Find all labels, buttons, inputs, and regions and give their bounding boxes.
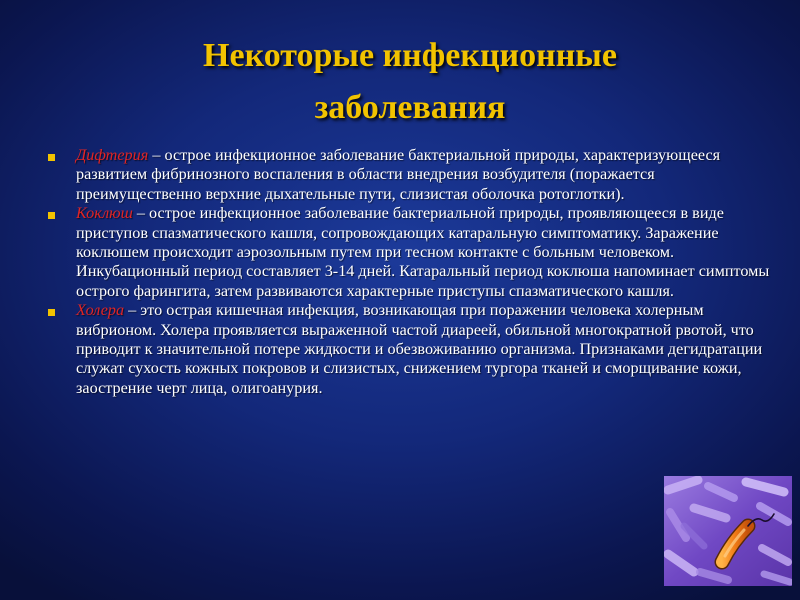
description-cholera: – это острая кишечная инфекция, возникающая при поражении человека холерным вибрионом. Холера проявляется выраженной частой диареей, обильной многократной рвотой, что приводит к значительной потере жидкости и обезвоживанию организма. Признаками дегидратации служат сухость кожных покровов и слизистых, снижением тургора тканей и сморщивание кожи, заострение черт лица, олигоанурия. bbox=[76, 301, 763, 397]
disease-list bbox=[48, 146, 778, 398]
bullet-square-icon bbox=[48, 212, 55, 219]
term-cholera: Холера bbox=[76, 301, 125, 320]
list-item-text bbox=[76, 146, 778, 204]
list-item-text bbox=[76, 301, 778, 398]
slide-title bbox=[80, 30, 740, 134]
bacteria-micrograph-image bbox=[664, 476, 792, 586]
list-item-cholera bbox=[48, 301, 778, 398]
description-diphtheria: – острое инфекционное заболевание бактериальной природы, характеризующееся развитием фибринозного воспаления в области внедрения возбудителя (поражается преимущественно верхние дыхательные пути, слизистая оболочка ротоглотки). bbox=[76, 146, 721, 203]
description-pertussis: – острое инфекционное заболевание бактериальной природы, проявляющееся в виде приступов спазматического кашля, сопровождающих катаральную симптоматику. Заражение коклюшем происходит аэрозольным путем при тесном контакте с больным человеком. Инкубационный период составляет 3-14 дней. Катаральный период коклюша напоминает симптомы острого фарингита, затем развиваются характерные приступы спазматического кашля. bbox=[76, 204, 770, 300]
term-pertussis: Коклюш bbox=[76, 204, 133, 223]
slide-title-line-2: заболевания bbox=[314, 89, 506, 126]
list-item-text bbox=[76, 204, 778, 301]
slide-title-line-1: Некоторые инфекционные bbox=[203, 37, 617, 74]
term-diphtheria: Дифтерия bbox=[76, 146, 149, 164]
list-item-diphtheria bbox=[48, 146, 778, 204]
list-item-pertussis bbox=[48, 204, 778, 301]
bullet-square-icon bbox=[48, 309, 55, 316]
bullet-square-icon bbox=[48, 154, 55, 161]
